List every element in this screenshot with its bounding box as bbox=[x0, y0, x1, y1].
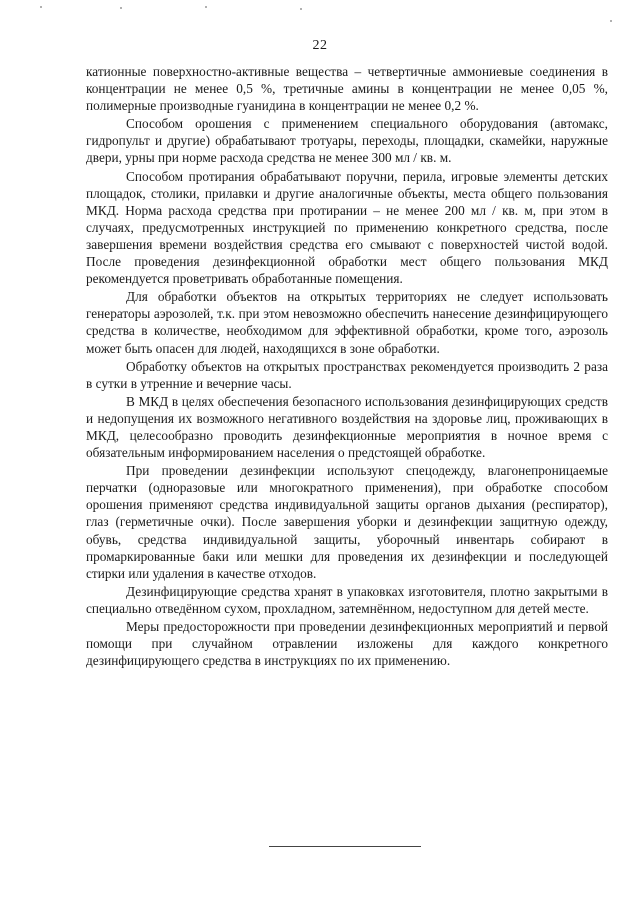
paragraph-aerosol-warning: Для обработки объектов на открытых территориях не следует использовать генераторы аэрозолей, т.к. при этом невозможно обеспечить нанесение дезинфицирующего средства в количестве, необходимом для эффективной обработки, кроме того, аэрозоль может быть опасен для людей, находящихся в зоне обработки. bbox=[86, 289, 608, 356]
paragraph-treatment-frequency: Обработку объектов на открытых пространствах рекомендуется производить 2 раза в сутки в утренние и вечерние часы. bbox=[86, 358, 608, 391]
scan-speck bbox=[40, 6, 42, 8]
scan-speck bbox=[205, 6, 207, 8]
document-body bbox=[86, 63, 608, 670]
page-number: 22 bbox=[312, 38, 328, 53]
scan-speck bbox=[300, 8, 302, 10]
paragraph-night-treatment: В МКД в целях обеспечения безопасного использования дезинфицирующих средств и недопущения их возможного негативного воздействия на здоровье лиц, проживающих в МКД, целесообразно проводить дезинфекционные мероприятия в ночное время с обязательным информированием населения о предстоящей обработке. bbox=[86, 393, 608, 461]
paragraph-protective-equipment: При проведении дезинфекции используют спецодежду, влагонепроницаемые перчатки (одноразовые или многократного применения), при обработке способом орошения применяют средства индивидуальной защиты органов дыхания (респиратор), глаз (герметичные очки). После завершения уборки и дезинфекции защитную одежду, обувь, средства индивидуальной защиты, уборочный инвентарь собирают в промаркированные баки или мешки для проведения их дезинфекции и последующей стирки или удаления в качестве отходов. bbox=[86, 463, 608, 581]
paragraph-precautions: Меры предосторожности при проведении дезинфекционных мероприятий и первой помощи при случайном отравлении изложены для каждого конкретного дезинфицирующего средства в инструкциях по их применению. bbox=[86, 619, 608, 669]
paragraph-surfactants: катионные поверхностно-активные вещества – четвертичные аммониевые соединения в концентрации не менее 0,5 %, третичные амины в концентрации не менее 0,05 %, полимерные производные гуанидина в концентрации не менее 0,2 %. bbox=[86, 64, 608, 114]
scan-speck bbox=[120, 7, 122, 9]
footer-divider bbox=[269, 846, 421, 847]
paragraph-storage: Дезинфицирующие средства хранят в упаковках изготовителя, плотно закрытыми в специально отведённом сухом, прохладном, затемнённом, недоступном для детей месте. bbox=[86, 583, 608, 616]
scan-artifacts bbox=[0, 0, 640, 12]
paragraph-wiping-method: Способом протирания обрабатывают поручни, перила, игровые элементы детских площадок, столики, прилавки и другие аналогичные объекты, места общего пользования МКД. Норма расхода средства при протирании – не менее 200 мл / кв. м, при этом в случаях, предусмотренных инструкцией по применению конкретного средства, после завершения времени воздействия средства его смывают с поверхностей чистой водой. После проведения дезинфекционной обработки мест общего пользования МКД рекомендуется проветривать обработанные помещения. bbox=[86, 168, 608, 287]
scan-speck bbox=[610, 20, 612, 22]
paragraph-spraying-method: Способом орошения с применением специального оборудования (автомакс, гидропульт и другие) обрабатывают тротуары, переходы, площадки, скамейки, наружные двери, урны при норме расхода средства не менее 300 мл / кв. м. bbox=[86, 116, 608, 166]
